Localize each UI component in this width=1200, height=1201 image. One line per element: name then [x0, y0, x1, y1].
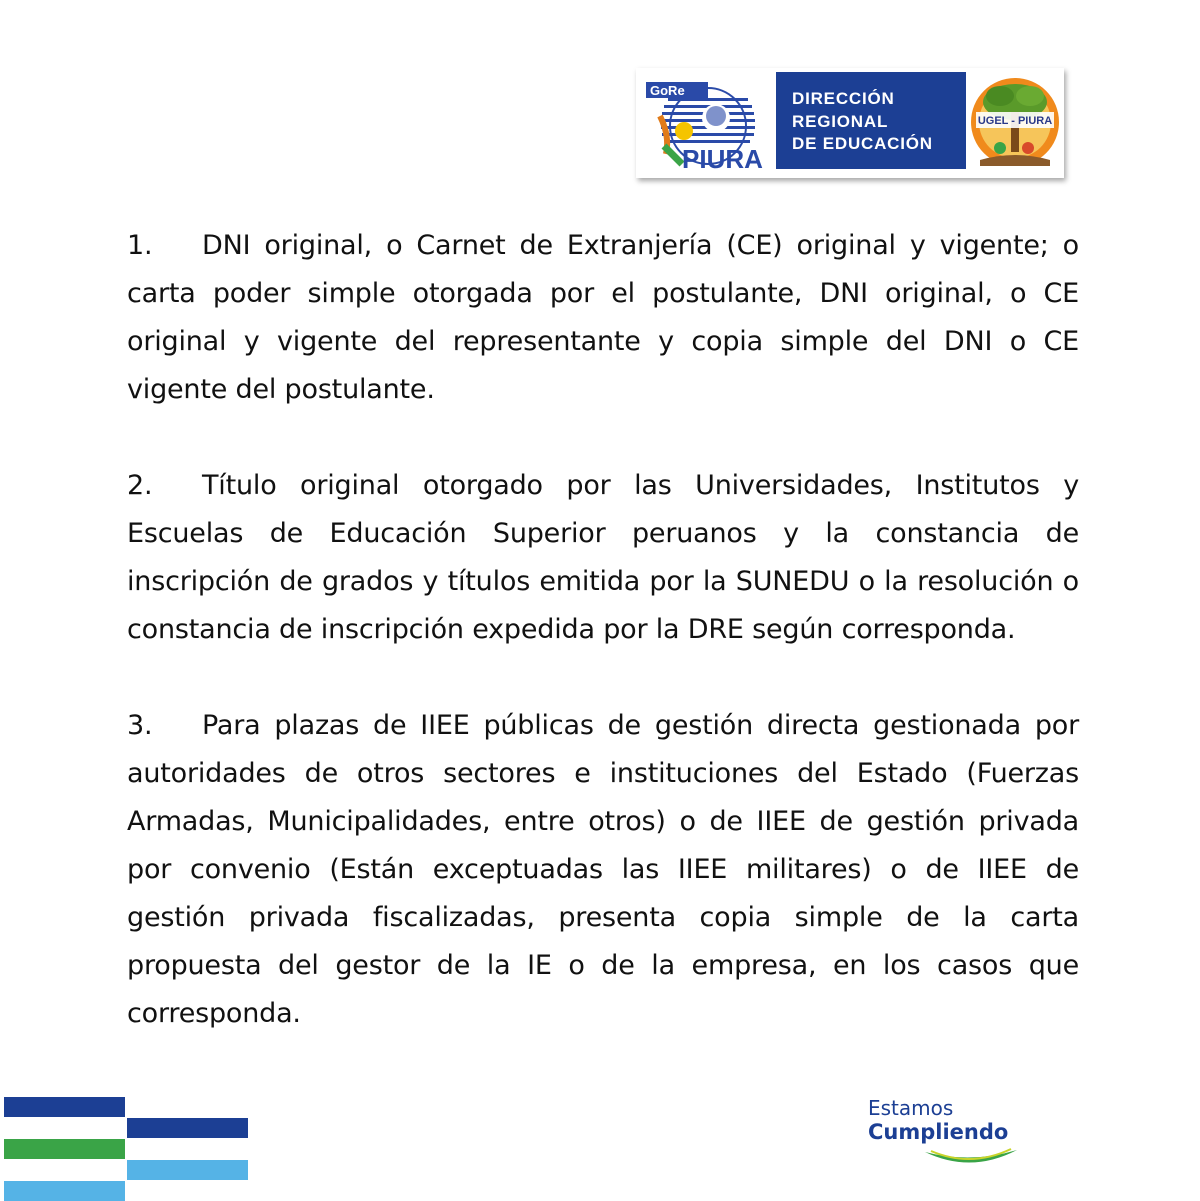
requirement-item: [127, 462, 1079, 654]
stripe-navy-right: [127, 1118, 248, 1138]
requirement-number: 1.: [127, 230, 153, 261]
requirement-number: 3.: [127, 710, 153, 741]
stripe-sky-right: [127, 1160, 248, 1180]
dre-line-3: DE EDUCACIÓN: [792, 134, 933, 153]
stripe-navy-left: [4, 1097, 125, 1117]
swoosh-icon: [921, 1148, 1021, 1168]
gore-logo-top-text: GoRe: [650, 83, 685, 98]
dre-logo: [776, 72, 966, 169]
gore-piura-logo: [646, 76, 771, 172]
requirement-text: DNI original, o Carnet de Extranjería (CE) original y vigente; o carta poder simple otorgada por el postulante, DNI original, o CE original y vigente del representante y copia simple del DNI o CE vigente del postulante.: [127, 230, 1079, 405]
dre-line-2: REGIONAL: [792, 111, 889, 131]
dre-line-1: DIRECCIÓN: [792, 89, 895, 108]
stripe-green: [4, 1139, 125, 1159]
ugel-piura-logo: [970, 72, 1060, 172]
header-logo-strip: [636, 68, 1064, 178]
stripe-sky-left: [4, 1181, 125, 1201]
requirement-number: 2.: [127, 470, 153, 501]
slogan-line-1: Estamos: [868, 1096, 954, 1120]
requirement-text: Título original otorgado por las Universidades, Institutos y Escuelas de Educación Superior peruanos y la constancia de inscripción de grados y títulos emitida por la SUNEDU o la resolución o constancia de inscripción expedida por la DRE según corresponda.: [127, 470, 1079, 645]
requirements-list: [127, 222, 1079, 1086]
requirement-item: [127, 702, 1079, 1038]
estamos-cumpliendo-logo: [866, 1096, 1026, 1176]
requirement-item: [127, 222, 1079, 414]
ugel-logo-text: UGEL - PIURA: [977, 115, 1053, 127]
slogan-line-2: Cumpliendo: [868, 1120, 1009, 1144]
requirement-text: Para plazas de IIEE públicas de gestión directa gestionada por autoridades de otros sectores e instituciones del Estado (Fuerzas Armadas, Municipalidades, entre otros) o de IIEE de gestión privada por convenio (Están exceptuadas las IIEE militares) o de IIEE de gestión privada fiscalizadas, presenta copia simple de la carta propuesta del gestor de la IE o de la empresa, en los casos que corresponda.: [127, 710, 1079, 1029]
gore-logo-bottom-text: PIURA: [682, 144, 763, 172]
